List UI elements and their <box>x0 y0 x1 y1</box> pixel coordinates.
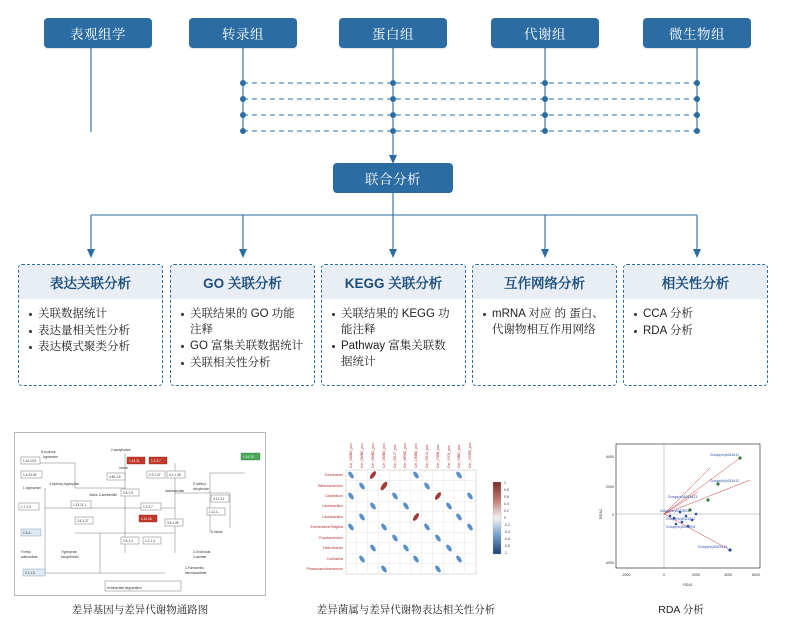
svg-text:Group(nb)A0Z4423: Group(nb)A0Z4423 <box>668 495 698 499</box>
svg-text:Phascolarctobacterium: Phascolarctobacterium <box>306 567 343 571</box>
svg-text:Indole: Indole <box>119 466 128 470</box>
svg-text:3.5.1.49: 3.5.1.49 <box>167 521 179 525</box>
svg-text:0.6: 0.6 <box>504 495 509 499</box>
joint-analysis-box[interactable] <box>333 163 453 193</box>
svg-text:1.2.1.3: 1.2.1.3 <box>145 539 155 543</box>
svg-text:Cer_DMBD_pos: Cer_DMBD_pos <box>414 443 418 468</box>
svg-text:anthranilate: anthranilate <box>21 555 38 559</box>
figure-caption: RDA 分析 <box>658 604 704 616</box>
svg-text:benzoylacetate: benzoylacetate <box>185 571 207 575</box>
svg-text:4-hydroxy-tryptophan: 4-hydroxy-tryptophan <box>49 482 80 486</box>
svg-text:Cer_OMBD_pos: Cer_OMBD_pos <box>349 443 353 468</box>
card-item: 表达模式聚类分析 <box>29 340 154 356</box>
omics-label: 蛋白组 <box>372 27 414 42</box>
svg-text:biosynthesis: biosynthesis <box>61 555 79 559</box>
card-item: 表达量相关性分析 <box>29 324 154 340</box>
joint-analysis-label: 联合分析 <box>365 172 421 187</box>
svg-text:-4000: -4000 <box>604 561 614 565</box>
svg-text:Indoleacetate: Indoleacetate <box>165 489 185 493</box>
rda-scatter <box>590 432 772 596</box>
svg-text:Collinsella: Collinsella <box>326 557 343 561</box>
svg-text:3-acetate: 3-acetate <box>193 555 207 559</box>
svg-text:Cer_0SBB_pos: Cer_0SBB_pos <box>436 444 440 468</box>
card-body <box>19 300 162 356</box>
card-item: mRNA 对应 的 蛋白、代谢物相互作用网络 <box>483 307 608 338</box>
svg-text:1.4.04.09: 1.4.04.09 <box>23 473 37 477</box>
svg-text:1.14.13.9: 1.14.13.9 <box>23 459 37 463</box>
svg-text:Bifidobacterium: Bifidobacterium <box>318 484 343 488</box>
svg-text:Helicobacter: Helicobacter <box>323 546 343 550</box>
svg-text:-0.2: -0.2 <box>504 523 510 527</box>
svg-text:Group(nb)A0Z4411: Group(nb)A0Z4411 <box>710 453 739 457</box>
svg-text:Anthranilate degradation: Anthranilate degradation <box>107 586 142 590</box>
svg-text:3.5.1.9: 3.5.1.9 <box>123 491 133 495</box>
omics-label: 表观组学 <box>70 27 126 42</box>
rda-figure-frame <box>590 432 772 596</box>
svg-text:1.7.1.3: 1.7.1.3 <box>21 505 31 509</box>
card-item: Pathway 富集关联数据统计 <box>332 339 457 370</box>
svg-text:2.3.1.37: 2.3.1.37 <box>149 473 161 477</box>
svg-text:RDA2: RDA2 <box>599 508 603 520</box>
figure-caption: 差异菌属与差异代谢物表达相关性分析 <box>316 604 496 616</box>
svg-text:4000: 4000 <box>724 573 732 577</box>
svg-text:4000: 4000 <box>606 455 614 459</box>
svg-text:Indole-3-acetonitrile: Indole-3-acetonitrile <box>89 493 117 497</box>
svg-text:RDA1: RDA1 <box>683 583 693 587</box>
pathway-diagram <box>15 433 266 596</box>
svg-text:Cer_09BD_pos: Cer_09BD_pos <box>457 444 461 468</box>
svg-text:Turicibacter: Turicibacter <box>324 473 343 477</box>
svg-text:4.11.3.1: 4.11.3.1 <box>213 497 225 501</box>
svg-text:1.11.1.-: 1.11.1.- <box>209 510 220 514</box>
svg-text:2.1.1.5: 2.1.1.5 <box>25 571 35 575</box>
svg-text:-0.6: -0.6 <box>504 537 510 541</box>
card-body <box>322 300 465 370</box>
svg-text:0: 0 <box>663 573 665 577</box>
card-kegg-correlation[interactable] <box>321 264 466 386</box>
omics-box-transcriptomics[interactable] <box>189 18 297 48</box>
svg-text:1.13.11.1: 1.13.11.1 <box>73 503 87 507</box>
svg-text:1.14.13: 1.14.13 <box>243 455 254 459</box>
card-expression-correlation[interactable] <box>18 264 163 386</box>
svg-text:Group(nb)A0Z3903: Group(nb)A0Z3903 <box>666 525 696 529</box>
figure-correlation-heatmap <box>288 432 524 616</box>
svg-text:Cer_OMBD_pos: Cer_OMBD_pos <box>382 443 386 468</box>
card-item: 关联结果的 KEGG 功能注释 <box>332 307 457 338</box>
pathway-figure-frame <box>14 432 266 596</box>
svg-text:2-acetylindole: 2-acetylindole <box>111 448 131 452</box>
card-title: 相关性分析 <box>624 265 767 300</box>
svg-text:0: 0 <box>504 516 506 520</box>
svg-text:Group(nb)A0Z3903: Group(nb)A0Z3903 <box>660 509 690 513</box>
svg-text:1.2.3.7: 1.2.3.7 <box>143 505 153 509</box>
svg-text:Cer_MRBD_pos: Cer_MRBD_pos <box>403 443 407 468</box>
svg-text:4.50.1.6: 4.50.1.6 <box>109 475 121 479</box>
card-title: GO 关联分析 <box>171 265 314 300</box>
svg-text:4.1.1.28: 4.1.1.28 <box>169 473 181 477</box>
svg-text:Cer_OS13_pos: Cer_OS13_pos <box>425 444 429 468</box>
svg-text:0.2: 0.2 <box>504 509 509 513</box>
card-title: 互作网络分析 <box>473 265 616 300</box>
svg-text:3-Oxoindole-: 3-Oxoindole- <box>193 550 212 554</box>
svg-text:Cer_OS17_pos: Cer_OS17_pos <box>393 444 397 468</box>
svg-text:Lactobacillus: Lactobacillus <box>322 504 343 508</box>
card-body <box>171 300 314 371</box>
svg-text:Group(nb)A0Z4412: Group(nb)A0Z4412 <box>710 479 740 483</box>
card-item: GO 富集关联数据统计 <box>181 339 306 355</box>
svg-text:1.2.3.7: 1.2.3.7 <box>151 459 161 463</box>
svg-text:Escherichia/Shigella: Escherichia/Shigella <box>310 525 343 529</box>
svg-text:Clostridium: Clostridium <box>325 494 343 498</box>
svg-text:6000: 6000 <box>752 573 760 577</box>
svg-text:Formyl: Formyl <box>21 550 31 554</box>
svg-text:dioxyindole: dioxyindole <box>193 487 209 491</box>
card-item: CCA 分析 <box>634 307 759 323</box>
svg-text:0.4: 0.4 <box>504 502 509 506</box>
svg-text:Cer_0S09_pos: Cer_0S09_pos <box>447 445 451 468</box>
card-interaction-network[interactable] <box>472 264 617 386</box>
svg-text:S-Methyl-: S-Methyl- <box>193 482 207 486</box>
omics-label: 代谢组 <box>524 27 566 42</box>
svg-text:Cer_0S0BD_pos: Cer_0S0BD_pos <box>468 442 472 468</box>
svg-text:3-Formamino-: 3-Formamino- <box>185 566 206 570</box>
svg-text:-2000: -2000 <box>621 573 631 577</box>
figure-pathway-map <box>14 432 266 616</box>
card-item: RDA 分析 <box>634 324 759 340</box>
card-item: 关联数据统计 <box>29 307 154 323</box>
svg-text:N-hydroxy-: N-hydroxy- <box>41 450 57 454</box>
svg-text:Cer_OMBD_pos: Cer_OMBD_pos <box>360 443 364 468</box>
svg-text:Tryptophan: Tryptophan <box>61 550 78 554</box>
svg-text:5-Indole: 5-Indole <box>211 530 223 534</box>
figure-rda-plot <box>590 432 772 616</box>
heatmap-figure-frame <box>288 432 524 596</box>
svg-text:1: 1 <box>504 481 506 485</box>
svg-text:Group(nb)A0Z4412: Group(nb)A0Z4412 <box>666 517 696 521</box>
card-item: 关联相关性分析 <box>181 356 306 372</box>
omics-label: 微生物组 <box>669 27 725 42</box>
svg-text:2000: 2000 <box>692 573 700 577</box>
omics-box-epigenomics[interactable] <box>44 18 152 48</box>
card-title: KEGG 关联分析 <box>322 265 465 300</box>
figure-caption: 差异基因与差异代谢物通路图 <box>71 604 209 616</box>
svg-text:1.14.16: 1.14.16 <box>141 517 152 521</box>
svg-text:Cer_OMBD_pos: Cer_OMBD_pos <box>371 443 375 468</box>
svg-text:L-tryptophan: L-tryptophan <box>23 486 41 490</box>
card-title: 表达关联分析 <box>19 265 162 300</box>
svg-text:Fusobacterium: Fusobacterium <box>319 536 343 540</box>
svg-text:2.5.1.4: 2.5.1.4 <box>123 539 133 543</box>
svg-text:-1: -1 <box>504 551 508 555</box>
card-go-correlation[interactable] <box>170 264 315 386</box>
card-body <box>624 300 767 339</box>
svg-text:0.8: 0.8 <box>504 488 509 492</box>
omics-label: 转录组 <box>222 27 264 42</box>
svg-text:2.6.1.27: 2.6.1.27 <box>77 519 89 523</box>
svg-text:2000: 2000 <box>606 485 614 489</box>
heatmap-plot <box>288 432 524 596</box>
svg-text:tryptamine: tryptamine <box>43 455 58 459</box>
svg-text:0: 0 <box>612 513 614 517</box>
svg-text:Lactobacillus: Lactobacillus <box>322 515 343 519</box>
svg-text:-0.8: -0.8 <box>504 544 510 548</box>
card-correlation-analysis[interactable] <box>623 264 768 386</box>
card-item: 关联结果的 GO 功能注释 <box>181 307 306 338</box>
omics-box-microbiome[interactable] <box>643 18 751 48</box>
svg-text:-0.4: -0.4 <box>504 530 510 534</box>
card-body <box>473 300 616 338</box>
svg-text:1.13.11: 1.13.11 <box>129 459 140 463</box>
svg-text:1.5.3.-: 1.5.3.- <box>23 531 33 535</box>
omics-box-proteomics[interactable] <box>339 18 447 48</box>
omics-box-metabolomics[interactable] <box>491 18 599 48</box>
svg-text:Group(nb)A0Z4415: Group(nb)A0Z4415 <box>698 545 728 549</box>
